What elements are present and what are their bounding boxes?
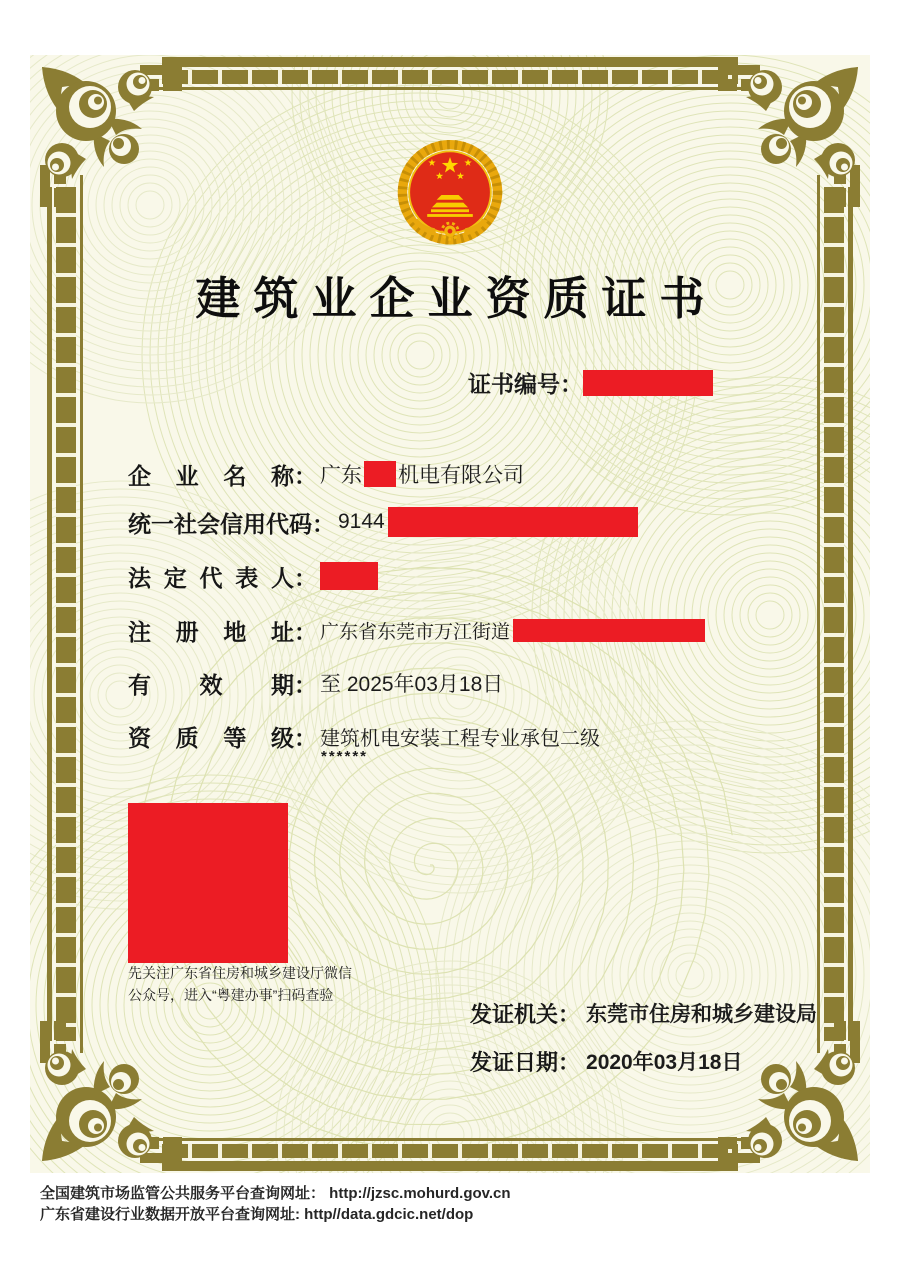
field-colon: ： [294,564,317,591]
issuer-value: 东莞市住房和城乡建设局 [586,1003,818,1026]
border-band-bottom [162,1161,738,1171]
border-line-bottom [150,1138,750,1141]
issue-date-row [470,1046,742,1076]
field-value: 9144 [338,510,385,533]
qr-note-line: 公众号，进入“粤建办事”扫码查验 [128,987,334,1003]
field-value: 广东 [320,464,362,487]
field-colon: ： [294,724,317,751]
border-bricks-top [162,70,738,84]
corner-ornament-icon [718,57,868,207]
corner-ornament-icon [32,57,182,207]
border-bricks-bottom [162,1144,738,1158]
qualification-masked-line: ****** [321,748,369,765]
redaction-block-cert-number [583,370,713,396]
china-national-emblem-icon [393,136,507,256]
issue-date-value: 2020年03月18日 [586,1051,743,1074]
field-colon: ： [312,510,335,537]
field-label: 注册地址 [128,618,294,645]
field-label: 资质等级 [128,724,294,751]
field-value: 至 2025年03月18日 [320,673,504,696]
border-line-top [150,87,750,90]
field-value: 广东省东莞市万江街道 [320,621,511,643]
issuer-row [470,998,817,1028]
footer-url-line: 全国建筑市场监管公共服务平台查询网址： http://jzsc.mohurd.gov.cn [40,1185,511,1202]
field-colon: ： [294,671,317,698]
field-label: 法定代表人 [128,564,294,591]
field-colon: ： [294,462,317,489]
redaction-block-credit-code [388,507,638,537]
border-band-top [162,57,738,67]
field-row-valid-until [128,668,503,698]
field-label: 统一社会信用代码 [128,510,312,537]
field-row-credit-code [128,507,638,537]
field-label: 有效期 [128,671,294,698]
footer-url-line: 广东省建设行业数据开放平台查询网址: http//data.gdcic.net/dop [40,1206,474,1223]
corner-ornament-icon [718,1021,868,1171]
corner-ornament-icon [32,1021,182,1171]
field-value: 机电有限公司 [398,464,524,487]
redaction-block-address [513,619,705,642]
issuer-label: 发证机关： [470,1001,581,1027]
certificate-number-row [468,366,713,399]
field-row-company-name [128,459,524,489]
certificate-number-label: 证书编号： [468,371,583,397]
footer-query-urls [40,1183,511,1225]
field-label: 企业名称 [128,462,294,489]
certificate-title: 建筑业企业资质证书 [195,273,718,324]
field-row-qualification-grade [128,721,600,751]
redaction-block-company-name [364,461,396,487]
field-value: 建筑机电安装工程专业承包二级 [320,727,600,750]
field-row-registered-address [128,615,705,645]
field-colon: ： [294,618,317,645]
qr-verification-note [128,962,352,1006]
qr-note-line: 先关注广东省住房和城乡建设厅微信 [128,965,352,981]
redaction-block-qr-code [128,803,288,963]
field-row-legal-representative [128,561,378,591]
issue-date-label: 发证日期： [470,1049,581,1075]
redaction-block-legal-representative [320,562,378,590]
